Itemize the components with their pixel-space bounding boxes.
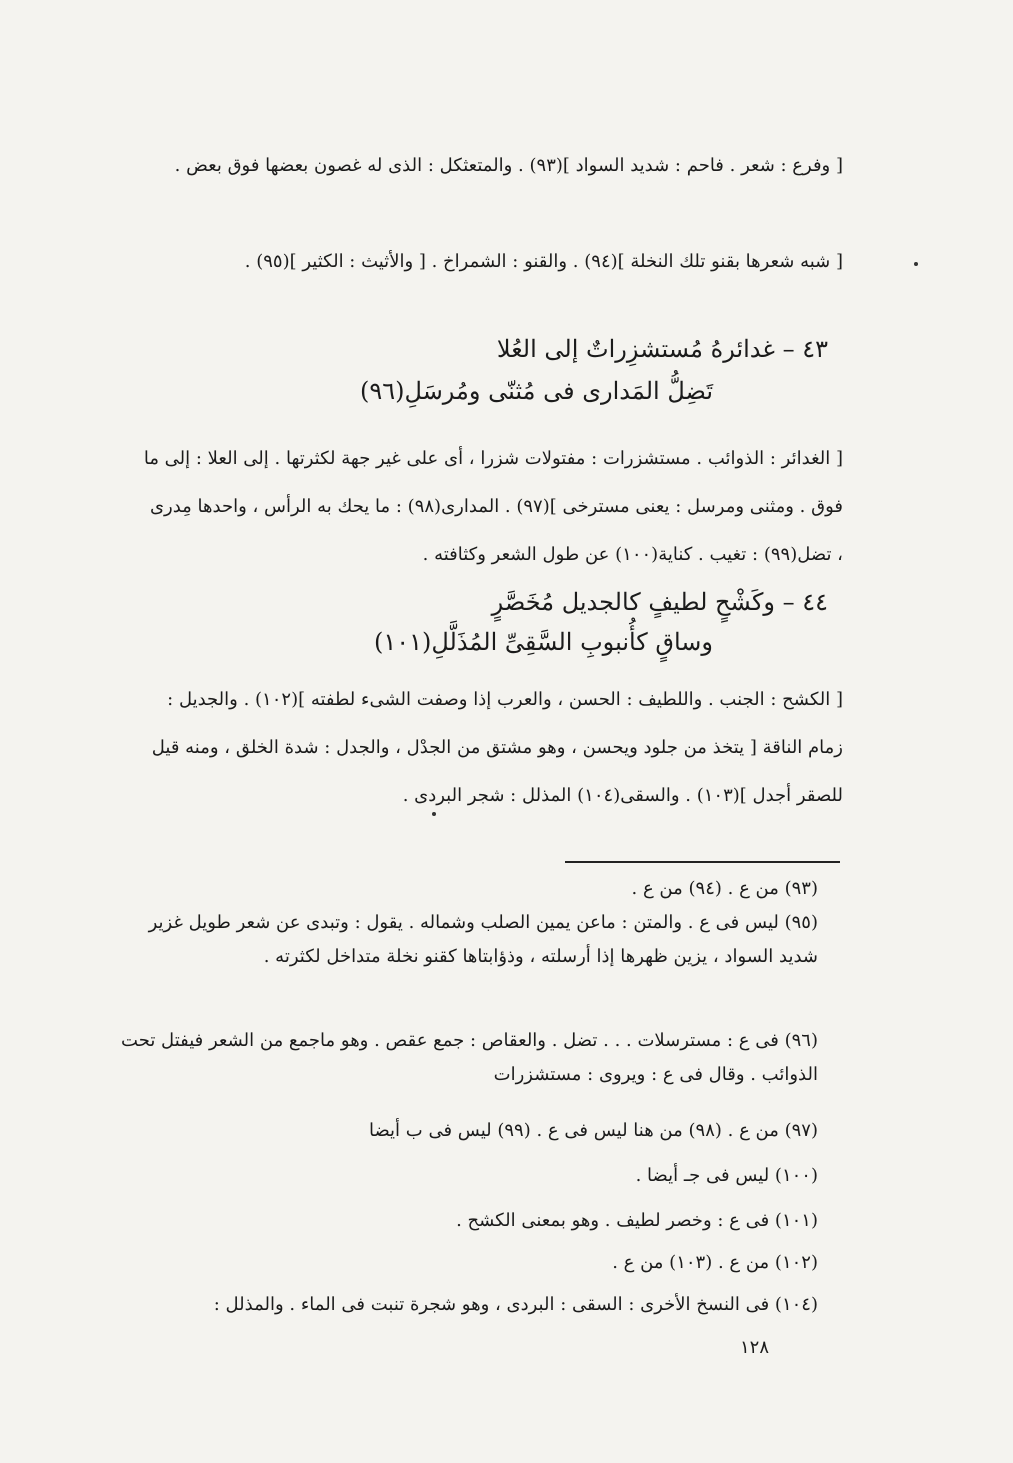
- footnote-95: (٩٥) ليس فى ع . والمتن : ماعن يمين الصلب وشماله . يقول : وتبدى عن شعر طويل غزير شديد السواد ، يزين ظهرها إذا أرسلته ، وذؤابتاها كقنو نخلة متداخل لكثرته .: [148, 912, 818, 967]
- commentary-paragraph-2: [ شبه شعرها بقنو تلك النخلة ](٩٤) . والقنو : الشمراخ . [ والأثيث : الكثير ](٩٥) .: [244, 251, 843, 272]
- margin-mark: [914, 262, 918, 266]
- footnote-102-103: (١٠٢) من ع . (١٠٣) من ع .: [612, 1252, 818, 1273]
- footnote-97-99: (٩٧) من ع . (٩٨) من هنا ليس فى ع . (٩٩) ليس فى ب أيضا: [368, 1120, 818, 1141]
- verse-44-first-hemistich: ٤٤ – وكَشْحٍ لطيفٍ كالجديل مُخَصَّرٍ: [491, 588, 828, 616]
- footnote-101: (١٠١) فى ع : وخصر لطيف . وهو بمعنى الكشح .: [456, 1210, 818, 1231]
- commentary-paragraph-1: [ وفرع : شعر . فاحم : شديد السواد ](٩٣) . والمتعثكل : الذى له غصون بعضها فوق بعض .: [174, 155, 843, 176]
- verse-44-second-hemistich: وساقٍ كأُنبوبِ السَّقِىِّ المُذَلَّلِ(١٠١): [373, 628, 713, 656]
- verse-43-first-hemistich: ٤٣ – غدائرهُ مُستشزِراتٌ إلى العُلا: [496, 335, 828, 363]
- footnote-separator-rule: [565, 861, 840, 863]
- footnote-104: (١٠٤) فى النسخ الأخرى : السقى : البردى ، وهو شجرة تنبت فى الماء . والمذلل :: [213, 1294, 818, 1315]
- margin-mark: [432, 812, 436, 816]
- commentary-paragraph-3: [ الغدائر : الذوائب . مستشزرات : مفتولات شزرا ، أى على غير جهة لكثرتها . إلى العلا : إلى ما فوق . ومثنى ومرسل : يعنى مسترخى ](٩٧) . المدارى(٩٨) : ما يحك به الرأس ، واحدها مِدرى ، تضل(٩٩) : تغيب . كناية(١٠٠) عن طول الشعر وكثافته .: [143, 448, 843, 565]
- footnote-93-94: (٩٣) من ع . (٩٤) من ع .: [631, 878, 818, 899]
- commentary-paragraph-4: [ الكشح : الجنب . واللطيف : الحسن ، والعرب إذا وصفت الشىء لطفته ](١٠٢) . والجديل : زمام الناقة [ يتخذ من جلود ويحسن ، وهو مشتق من الجدْل ، والجدل : شدة الخلق ، ومنه قيل للصقر أجدل ](١٠٣) . والسقى(١٠٤) المذلل : شجر البردى .: [151, 689, 843, 806]
- footnote-100: (١٠٠) ليس فى جـ أيضا .: [635, 1165, 818, 1186]
- page-number: ١٢٨: [740, 1337, 770, 1358]
- footnote-96: (٩٦) فى ع : مسترسلات . . . تضل . والعقاص : جمع عقص . وهو ماجمع من الشعر فيفتل تحت الذوائب . وقال فى ع : ويروى : مستشزرات: [121, 1030, 818, 1085]
- verse-43-second-hemistich: تَضِلُّ المَدارى فى مُثنّى ومُرسَلِ(٩٦): [360, 377, 713, 405]
